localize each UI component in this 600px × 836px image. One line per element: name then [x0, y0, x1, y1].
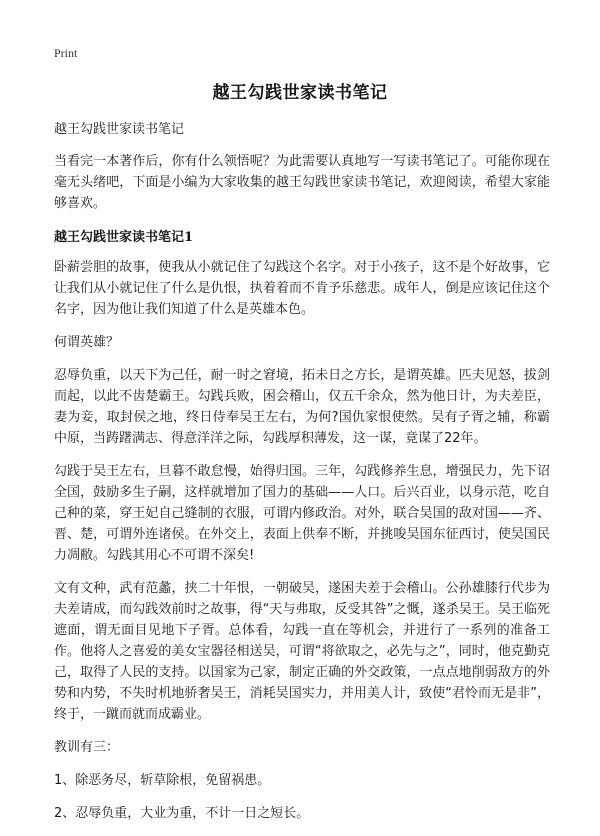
list-item: 1、除恶务尽，斩草除根，免留祸患。: [54, 773, 271, 788]
intro-paragraph: 当看完一本著作后，你有什么领悟呢？为此需要认真地写一写读书笔记了。可能你现在毫无头绪吧，下面是小编为大家收集的越王勾践世家读书笔记，欢迎阅读，希望大家能够喜欢。: [54, 154, 550, 211]
section-heading: 越王勾践世家读书笔记1: [54, 230, 194, 245]
body-paragraph: 何谓英雄？: [54, 335, 120, 350]
document-subtitle: 越王勾践世家读书笔记: [54, 122, 185, 137]
body-paragraph: 勾践于吴王左右，旦暮不敢怠慢，始得归国。三年，勾践修养生息，增强民力，先下诏全国，鼓励多生子嗣，这样就增加了国力的基础——人口。后兴百业，以身示范，吃自己种的菜，穿王妃自己缝制的衣服，可谓内修政治。对外，联合吴国的敌对国——齐、晋、楚，可谓外连诸侯。在外交上，表面上供奉不断，并挑唆吴国东征西讨，使吴国民力凋敝。勾践其用心不可谓不深矣!: [54, 464, 550, 563]
body-paragraph: 文有文种，武有范蠡，挟二十年恨，一朝破吴，遂困夫差于会稽山。公孙雄膝行代步为夫差请成，而勾践效前时之故事，得“天与弗取，反受其咎”之慨，遂杀吴王。吴王临死遮面，谓无面目见地下子胥。总体看，勾践一直在等机会，并进行了一系列的准备工作。他将人之喜爱的美女宝器径相送吴，可谓“将欲取之，必先与之”，同时，他克勤克己，取得了人民的支持。以国家为己家，制定正确的外交政策，一点点地削弱敌方的外势和内势，不失时机地骄奢吴王，消耗吴国实力，并用美人计，致使“君怜而无是非”，终于，一蹴而就而成霸业。: [54, 581, 550, 722]
body-paragraph: 教训有三：: [54, 740, 120, 755]
body-paragraph: 忍辱负重，以天下为己任，耐一时之窘境，拓未日之方长，是谓英雄。匹夫见怒，拔剑而起，以此不齿楚霸王。勾践兵败，困会稽山，仅五千余众，然为他日计，为夫差臣，妻为妾，取封侯之地，终日侍奉吴王左右，为何?国仇家恨使然。吴有子胥之辅，称霸中原，当踌躇满志、得意洋洋之际，勾践厚积薄发，这一谋，竟谋了22年。: [54, 368, 550, 446]
page-title: 越王勾践世家读书笔记: [212, 83, 388, 103]
print-link[interactable]: Print: [54, 46, 78, 60]
document-body: [54, 118, 550, 836]
body-paragraph: 卧薪尝胆的故事，使我从小就记住了勾践这个名字。对于小孩子，这不是个好故事，它让我们从小就记住了什么是仇恨，执着着而不肯予乐慈悲。成年人，倒是应该记住这个名字，因为他让我们知道了什么是英雄本色。: [54, 260, 550, 317]
list-item: 2、忍辱负重，大业为重，不计一日之短长。: [54, 806, 310, 821]
